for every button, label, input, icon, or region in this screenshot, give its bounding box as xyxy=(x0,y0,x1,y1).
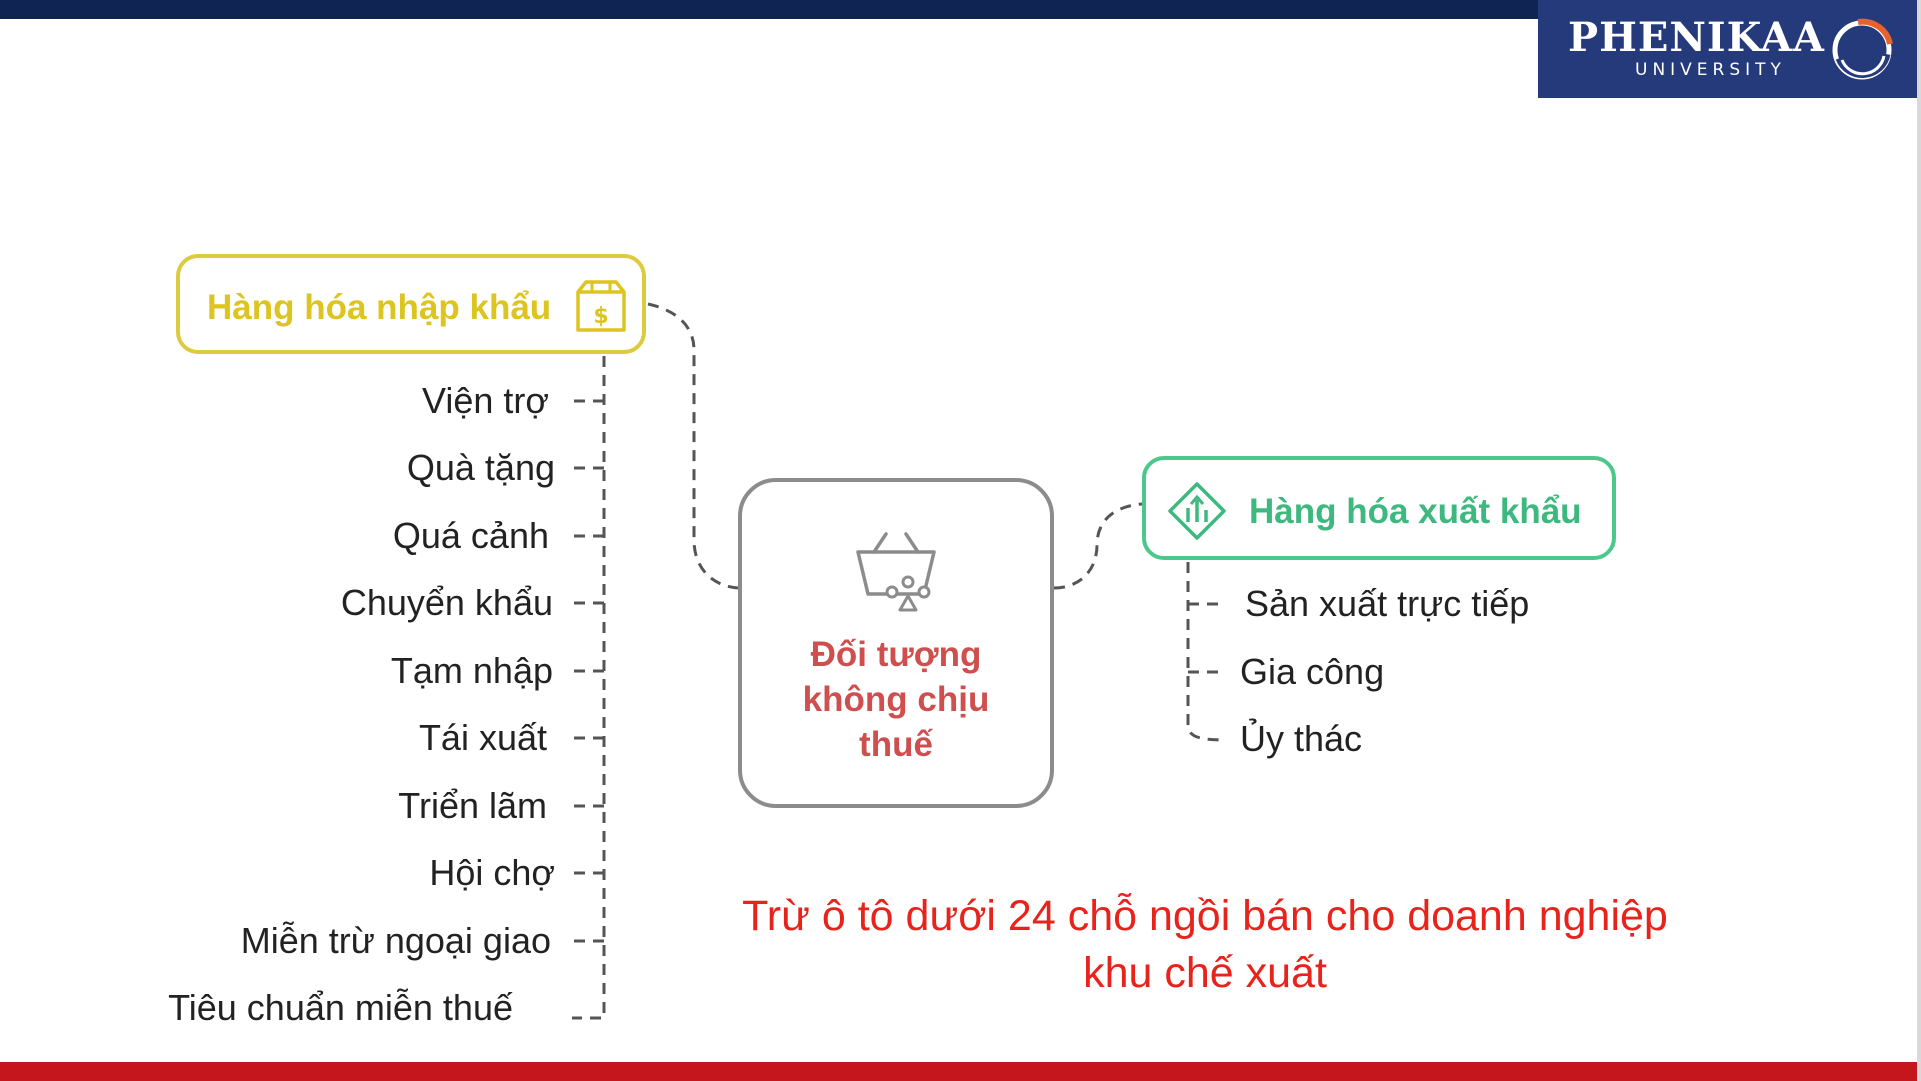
export-item: Ủy thác xyxy=(1240,718,1363,759)
export-trunk-line xyxy=(1188,562,1226,740)
dollar-box-icon xyxy=(572,278,630,336)
export-item: Sản xuất trực tiếp xyxy=(1245,583,1530,624)
center-label xyxy=(742,632,1050,767)
exception-note xyxy=(700,888,1710,1002)
logo-subtitle: UNIVERSITY xyxy=(1635,60,1786,80)
import-item: Viện trợ xyxy=(421,380,549,421)
export-goods-label: Hàng hóa xuất khẩu xyxy=(1249,492,1582,531)
import-trunk-line xyxy=(572,356,604,1018)
export-goods-node xyxy=(1142,456,1616,560)
non-taxable-center-node xyxy=(738,478,1054,808)
import-item: Quà tặng xyxy=(406,447,555,488)
import-item: Miễn trừ ngoại giao xyxy=(240,920,551,961)
import-item: Tiêu chuẩn miễn thuế xyxy=(168,987,513,1028)
import-item: Triển lãm xyxy=(398,785,547,826)
export-item: Gia công xyxy=(1240,651,1385,692)
exception-note-line: Trừ ô tô dưới 24 chỗ ngồi bán cho doanh nghiệp xyxy=(742,892,1668,940)
import-item: Quá cảnh xyxy=(392,515,549,556)
center-label-line: thuế xyxy=(859,725,933,764)
import-item: Tái xuất xyxy=(418,717,547,758)
svg-text:$: $ xyxy=(593,304,609,329)
shopping-basket-icon xyxy=(848,524,944,620)
connector-center-to-export xyxy=(1054,504,1142,588)
import-item: Tạm nhập xyxy=(390,650,553,691)
logo-title: PHENIKAA xyxy=(1568,14,1825,61)
center-label-line: không chịu xyxy=(802,680,990,719)
import-item: Hội chợ xyxy=(429,852,555,893)
import-goods-node xyxy=(176,254,646,354)
connector-import-to-center xyxy=(648,304,738,588)
export-arrow-diamond-icon xyxy=(1166,480,1228,542)
import-goods-label: Hàng hóa nhập khẩu xyxy=(207,288,552,327)
exception-note-line: khu chế xuất xyxy=(1083,949,1327,997)
center-label-line: Đối tượng xyxy=(810,635,982,674)
import-item: Chuyển khẩu xyxy=(340,582,553,623)
